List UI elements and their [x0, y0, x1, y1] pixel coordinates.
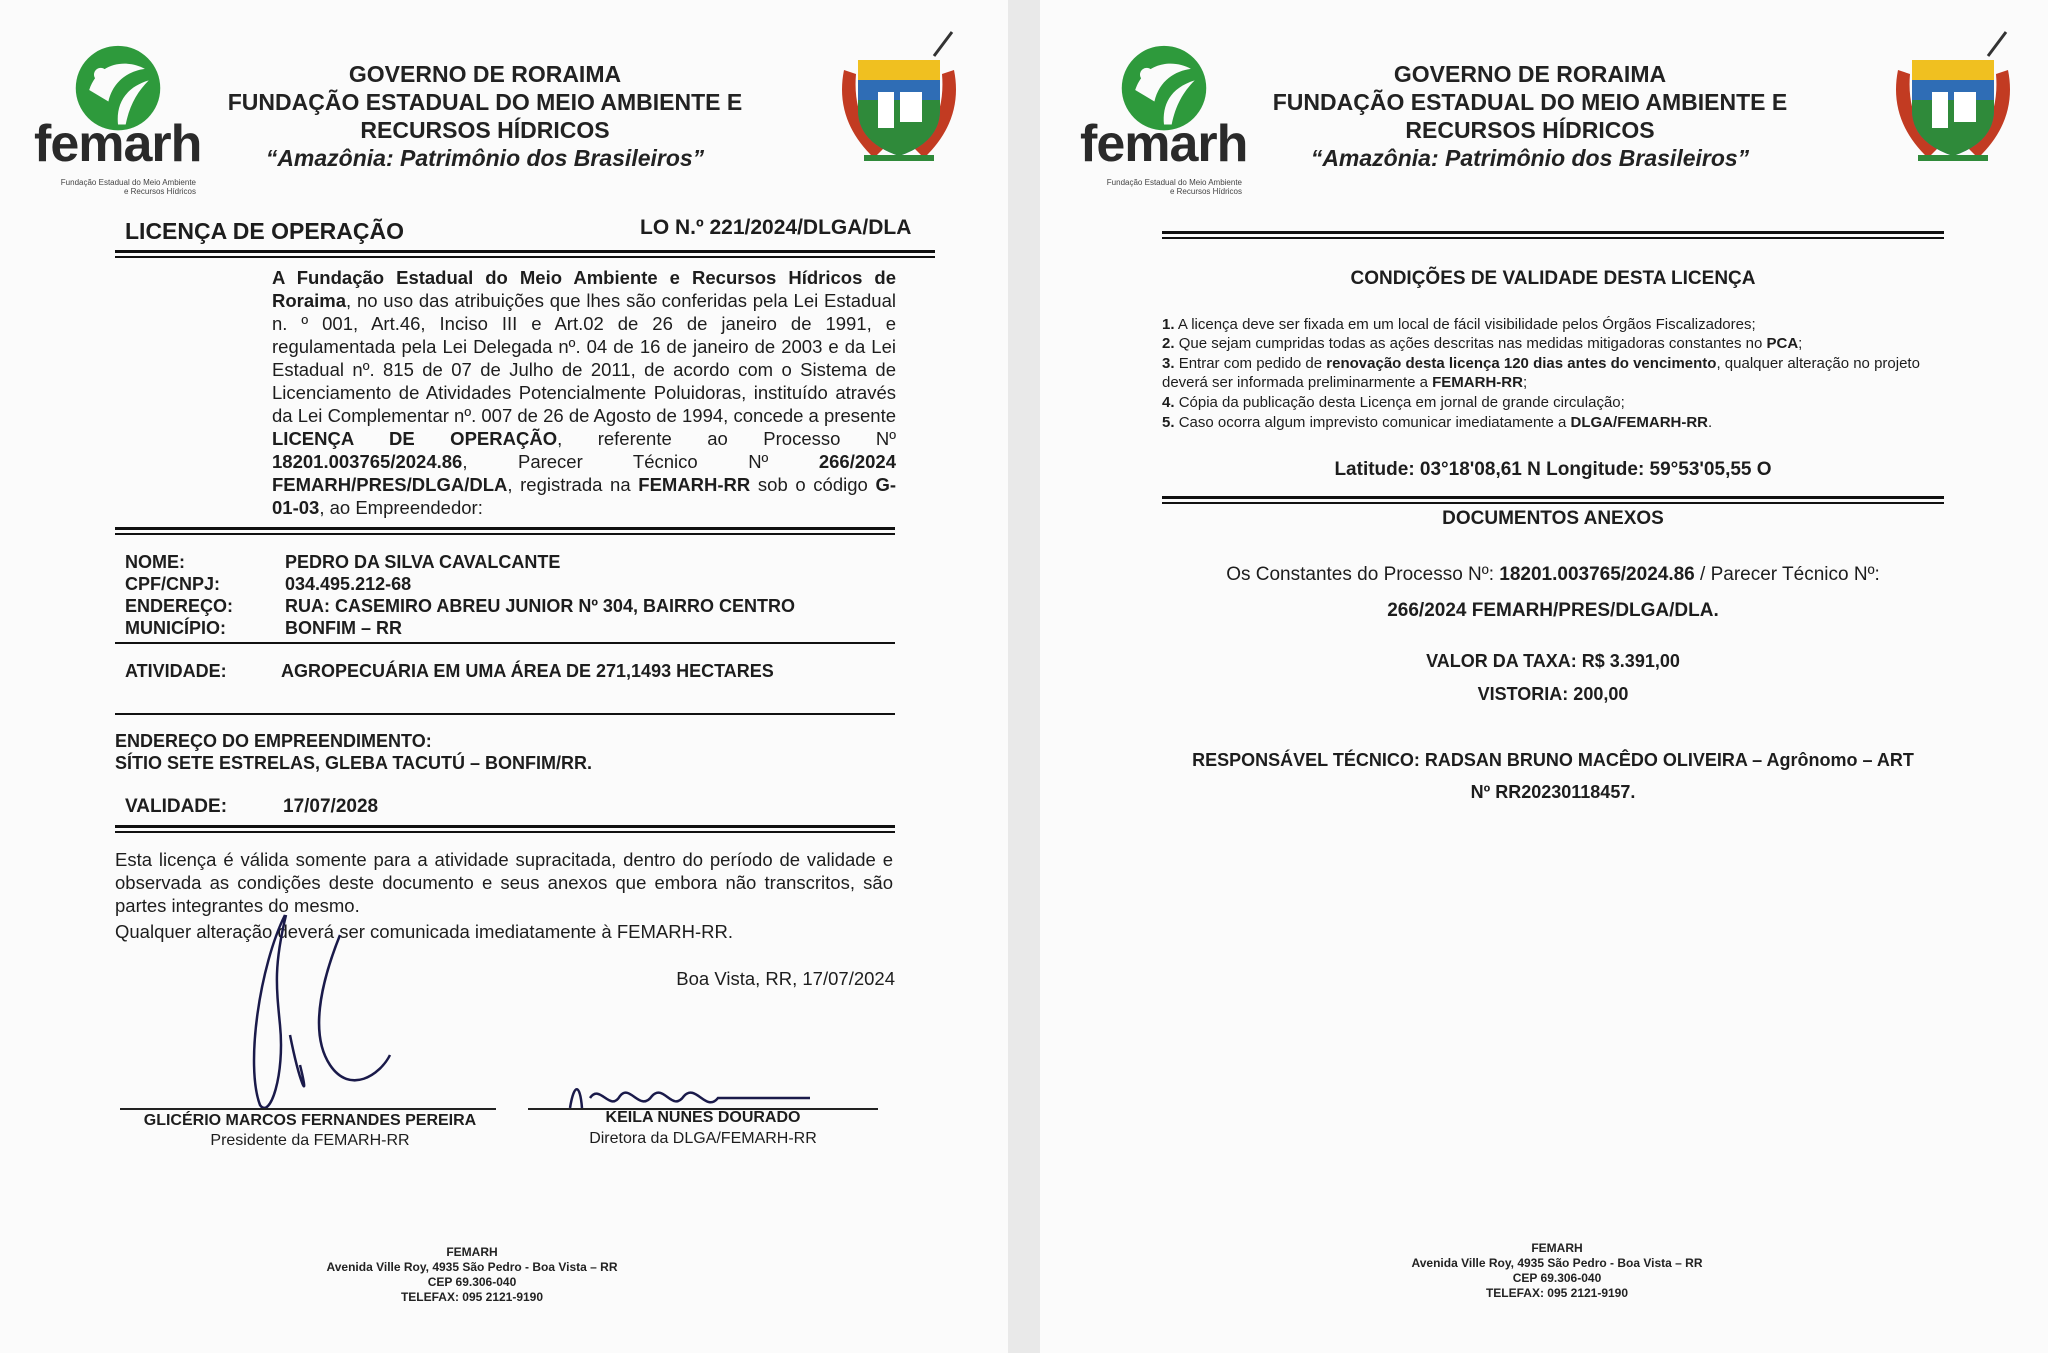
validity-paragraph: Esta licença é válida somente para a atividade supracitada, dentro do período de validade e observada as condições deste documento e seus anexos que embora não transcritos, são partes integrantes do mesmo.	[115, 849, 893, 916]
intro-text: FEMARH-RR	[638, 474, 751, 495]
signature-line	[120, 1108, 496, 1110]
art-number: Nº RR20230118457.	[1470, 782, 1636, 802]
annexes-text	[1162, 557, 1944, 629]
page-footer	[272, 1245, 672, 1305]
footer-cep: CEP 69.306-040	[427, 1275, 517, 1289]
double-rule	[115, 250, 935, 258]
atividade-label: ATIVIDADE:	[125, 661, 227, 681]
header-line: RECURSOS HÍDRICOS	[1405, 117, 1655, 143]
intro-text: LICENÇA DE OPERAÇÃO	[272, 428, 558, 449]
change-notice: Qualquer alteração deverá ser comunicada imediatamente à FEMARH-RR.	[115, 921, 733, 942]
atividade-value: AGROPECUÁRIA EM UMA ÁREA DE 271,1493 HECTARES	[281, 661, 774, 681]
signatory-1-name: GLICÉRIO MARCOS FERNANDES PEREIRA	[143, 1112, 477, 1129]
validade-label: VALIDADE:	[125, 796, 228, 817]
process-number: 18201.003765/2024.86	[272, 451, 463, 472]
header-motto: “Amazônia: Patrimônio dos Brasileiros”	[1310, 145, 1750, 171]
signatory-1-role: Presidente da FEMARH-RR	[210, 1132, 410, 1149]
president-signature	[240, 905, 410, 1125]
municipio-label: MUNICÍPIO:	[125, 618, 226, 638]
document-header	[1245, 60, 1815, 172]
endereco-label: ENDEREÇO:	[125, 596, 234, 616]
nome-value: PEDRO DA SILVA CAVALCANTE	[285, 552, 561, 572]
condition-item-1: 1. A licença deve ser fixada em um local de fácil visibilidade pelos Órgãos Fiscalizadores;	[1162, 316, 1756, 333]
license-intro-paragraph	[272, 266, 896, 519]
document-header	[200, 60, 770, 172]
logo-subtitle-line: Fundação Estadual do Meio Ambiente	[60, 178, 196, 187]
coordinates: Latitude: 03°18'08,61 N Longitude: 59°53'05,55 O	[1334, 459, 1772, 480]
condition-item-2: 2. Que sejam cumpridas todas as ações descritas nas medidas mitigadoras constantes no PCA;	[1162, 335, 1803, 352]
logo-subtitle-line: Fundação Estadual do Meio Ambiente	[1106, 178, 1242, 187]
header-line: GOVERNO DE RORAIMA	[1393, 61, 1667, 87]
header-line: GOVERNO DE RORAIMA	[348, 61, 622, 87]
condition-text: Que sejam cumpridas todas as ações descritas nas medidas mitigadoras constantes no	[1178, 335, 1767, 352]
condition-text: FEMARH-RR	[1432, 374, 1523, 391]
header-line: RECURSOS HÍDRICOS	[360, 117, 610, 143]
intro-text: sob o código	[750, 474, 876, 495]
footer-address: Avenida Ville Roy, 4935 São Pedro - Boa Vista – RR	[1411, 1256, 1703, 1270]
license-number: LO N.º 221/2024/DLGA/DLA	[640, 216, 912, 239]
registry-code: G-01-03	[272, 474, 896, 518]
header-motto: “Amazônia: Patrimônio dos Brasileiros”	[265, 145, 705, 171]
femarh-logo	[1080, 42, 1250, 196]
empreendimento-label: ENDEREÇO DO EMPREENDIMENTO:	[115, 731, 432, 751]
condition-text: PCA	[1766, 335, 1799, 352]
condition-text: Caso ocorra algum imprevisto comunicar imediatamente a	[1178, 414, 1571, 431]
logo-wordmark: femarh	[34, 115, 202, 173]
state-crest-icon	[834, 30, 964, 170]
rule	[115, 642, 895, 644]
footer-org: FEMARH	[446, 1245, 498, 1259]
intro-text: , no uso das atribuições que lhes são conferidas pela Lei Estadual n. º 001, Art.46, Inciso III e Art.02 de 26 de janeiro de 1991, e regulamentada pela Lei Delegada nº. 04 de 16 de janeiro de 2003 e da Lei Estadual nº. 815 de 07 de Julho de 2011, de acordo com o Sistema de Licenciamento de Atividades Potencialmente Poluidoras, instituído através da Lei Complementar nº. 007 de 26 de Agosto de 1994, concede a presente	[272, 290, 896, 426]
annexes-title: DOCUMENTOS ANEXOS	[1442, 508, 1664, 529]
intro-text: , ao Empreendedor:	[319, 497, 483, 518]
nome-label: NOME:	[125, 552, 185, 572]
footer-phone: TELEFAX: 095 2121-9190	[400, 1290, 544, 1304]
intro-text: , referente ao Processo Nº	[557, 428, 896, 449]
condition-item-3: 3. Entrar com pedido de renovação desta licença 120 dias antes do vencimento, qualquer alteração no projeto deverá ser informada preliminarmente a FEMARH-RR;	[1162, 355, 1920, 391]
validade-value: 17/07/2028	[283, 796, 379, 817]
technical-opinion-number: 266/2024 FEMARH/PRES/DLGA/DLA	[272, 451, 896, 495]
technical-responsible: RESPONSÁVEL TÉCNICO: RADSAN BRUNO MACÊDO OLIVEIRA – Agrônomo – ART	[1192, 750, 1914, 770]
license-page-1	[0, 0, 1008, 1353]
condition-text: , qualquer alteração no projeto deverá ser informada preliminarmente a	[1162, 355, 1920, 391]
condition-item-5: 5. Caso ocorra algum imprevisto comunicar imediatamente a DLGA/FEMARH-RR.	[1162, 414, 1713, 431]
cpf-value: 034.495.212-68	[285, 574, 412, 594]
conditions-title: CONDIÇÕES DE VALIDADE DESTA LICENÇA	[1350, 268, 1756, 289]
logo-subtitle-line: e Recursos Hídricos	[123, 187, 196, 196]
inspection-value: VISTORIA: 200,00	[1477, 684, 1629, 704]
condition-text: Entrar com pedido de	[1178, 355, 1327, 372]
footer-address: Avenida Ville Roy, 4935 São Pedro - Boa Vista – RR	[326, 1260, 618, 1274]
state-crest-icon	[1888, 30, 2018, 170]
intro-text: , registrada na	[507, 474, 639, 495]
footer-cep: CEP 69.306-040	[1512, 1271, 1602, 1285]
rule	[115, 713, 895, 715]
footer-phone: TELEFAX: 095 2121-9190	[1485, 1286, 1629, 1300]
condition-text: ;	[1522, 374, 1528, 391]
license-page-2	[1040, 0, 2048, 1353]
double-rule	[1162, 496, 1944, 504]
municipio-value: BONFIM – RR	[285, 618, 402, 638]
condition-text: Cópia da publicação desta Licença em jornal de grande circulação;	[1178, 394, 1625, 411]
condition-text: .	[1708, 414, 1713, 431]
intro-text: , Parecer Técnico Nº	[462, 451, 819, 472]
condition-item-4: 4. Cópia da publicação desta Licença em jornal de grande circulação;	[1162, 394, 1625, 411]
place-date: Boa Vista, RR, 17/07/2024	[676, 968, 895, 989]
license-title: LICENÇA DE OPERAÇÃO	[125, 218, 404, 244]
condition-text: renovação desta licença 120 dias antes do vencimento	[1326, 355, 1717, 372]
logo-subtitle	[36, 178, 196, 196]
double-rule	[1162, 231, 1944, 239]
condition-text: DLGA/FEMARH-RR	[1570, 414, 1709, 431]
logo-wordmark: femarh	[1080, 115, 1248, 173]
signatory-2-role: Diretora da DLGA/FEMARH-RR	[589, 1130, 817, 1147]
fee-value: VALOR DA TAXA: R$ 3.391,00	[1426, 651, 1680, 671]
empreendimento-value: SÍTIO SETE ESTRELAS, GLEBA TACUTÚ – BONFIM/RR.	[115, 753, 593, 773]
footer-org: FEMARH	[1531, 1241, 1583, 1255]
page-footer	[1357, 1241, 1757, 1301]
double-rule	[115, 825, 895, 833]
header-line: FUNDAÇÃO ESTADUAL DO MEIO AMBIENTE E	[1272, 89, 1788, 115]
cpf-label: CPF/CNPJ:	[125, 574, 221, 594]
logo-subtitle	[1082, 178, 1242, 196]
logo-subtitle-line: e Recursos Hídricos	[1169, 187, 1242, 196]
annex-text: Os Constantes do Processo Nº:	[1226, 564, 1500, 585]
signatory-2-name: KEILA NUNES DOURADO	[605, 1109, 801, 1126]
annex-text: / Parecer Técnico Nº:	[1694, 564, 1880, 585]
condition-text: ;	[1798, 335, 1803, 352]
header-line: FUNDAÇÃO ESTADUAL DO MEIO AMBIENTE E	[227, 89, 743, 115]
process-number: 18201.003765/2024.86	[1499, 564, 1695, 585]
intro-text: A Fundação Estadual do Meio Ambiente e Recursos Hídricos de Roraima	[272, 267, 896, 311]
endereco-value: RUA: CASEMIRO ABREU JUNIOR Nº 304, BAIRRO CENTRO	[285, 596, 795, 616]
technical-opinion-number: 266/2024 FEMARH/PRES/DLGA/DLA.	[1387, 600, 1719, 621]
femarh-logo	[34, 42, 204, 196]
condition-text: A licença deve ser fixada em um local de fácil visibilidade pelos Órgãos Fiscalizadores;	[1177, 316, 1756, 333]
double-rule	[115, 527, 895, 535]
